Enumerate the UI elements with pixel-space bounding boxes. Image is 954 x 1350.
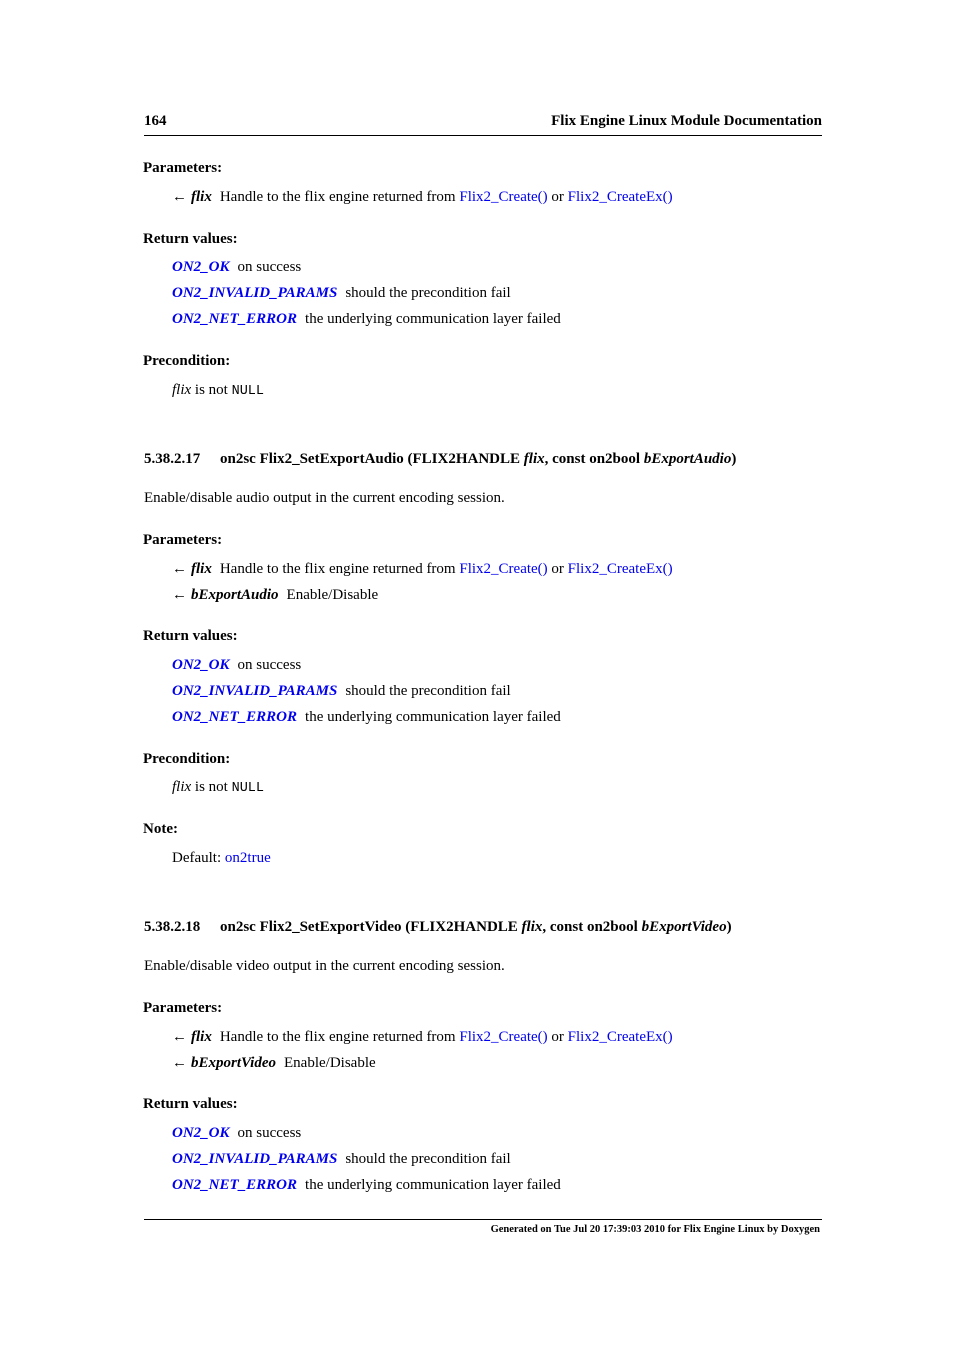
rv-desc: on success bbox=[237, 259, 302, 275]
link-flix2-create[interactable]: Flix2_Create() bbox=[459, 189, 548, 205]
pre-is-not: is not bbox=[194, 779, 228, 795]
return-value-row bbox=[172, 709, 561, 726]
section-heading-18 bbox=[144, 919, 732, 936]
link-flix2-create-ex[interactable]: Flix2_CreateEx() bbox=[567, 561, 673, 577]
rv-desc: on success bbox=[237, 1125, 302, 1141]
pre-is-not: is not bbox=[194, 382, 228, 398]
pre-null: NULL bbox=[231, 384, 265, 399]
rv-desc: the underlying communication layer failed bbox=[305, 1177, 561, 1193]
return-values-heading: Return values: bbox=[143, 1096, 238, 1112]
link-on2true[interactable]: on2true bbox=[224, 850, 271, 866]
or-text: or bbox=[551, 561, 564, 577]
page-number: 164 bbox=[144, 113, 167, 129]
document-title: Flix Engine Linux Module Documentation bbox=[551, 113, 822, 129]
sig-end: ) bbox=[731, 451, 737, 467]
link-on2-net-error[interactable]: ON2_NET_ERROR bbox=[172, 311, 298, 327]
precondition-text bbox=[172, 779, 264, 796]
sig-param: bExportVideo bbox=[641, 919, 727, 935]
return-value-row bbox=[172, 657, 301, 674]
in-arrow-icon: ← bbox=[172, 561, 187, 577]
param-flix-row bbox=[172, 561, 673, 578]
link-flix2-create-ex[interactable]: Flix2_CreateEx() bbox=[567, 189, 673, 205]
note-heading: Note: bbox=[143, 821, 178, 837]
link-on2-net-error[interactable]: ON2_NET_ERROR bbox=[172, 1177, 298, 1193]
pre-null: NULL bbox=[231, 781, 265, 796]
param-flix-row bbox=[172, 189, 673, 206]
sig-mid: , const on2bool bbox=[544, 451, 641, 467]
link-on2-invalid-params[interactable]: ON2_INVALID_PARAMS bbox=[172, 285, 338, 301]
return-value-row bbox=[172, 1125, 301, 1142]
note-prefix: Default: bbox=[172, 850, 222, 866]
sig-param: flix bbox=[521, 919, 543, 935]
or-text: or bbox=[551, 189, 564, 205]
param-bexportvideo-row bbox=[172, 1055, 376, 1072]
link-flix2-create-ex[interactable]: Flix2_CreateEx() bbox=[567, 1029, 673, 1045]
return-values-heading: Return values: bbox=[143, 628, 238, 644]
param-desc: Handle to the flix engine returned from bbox=[219, 189, 456, 205]
return-value-row bbox=[172, 285, 511, 302]
sig-end: ) bbox=[726, 919, 732, 935]
param-name: flix bbox=[191, 189, 212, 205]
rv-desc: on success bbox=[237, 657, 302, 673]
parameters-heading: Parameters: bbox=[143, 160, 223, 176]
return-value-row bbox=[172, 311, 561, 328]
note-text bbox=[172, 850, 271, 867]
section-description: Enable/disable video output in the current encoding session. bbox=[144, 958, 505, 974]
precondition-text bbox=[172, 382, 264, 399]
precondition-heading: Precondition: bbox=[143, 353, 231, 369]
param-name: flix bbox=[191, 561, 212, 577]
parameters-heading: Parameters: bbox=[143, 1000, 223, 1016]
in-arrow-icon: ← bbox=[172, 189, 187, 205]
rv-desc: should the precondition fail bbox=[345, 1151, 511, 1167]
or-text: or bbox=[551, 1029, 564, 1045]
link-on2-ok[interactable]: ON2_OK bbox=[172, 657, 230, 673]
section-number: 5.38.2.17 bbox=[144, 451, 201, 467]
sig-param: flix bbox=[523, 451, 545, 467]
in-arrow-icon: ← bbox=[172, 1055, 187, 1071]
param-desc: Enable/Disable bbox=[286, 587, 379, 603]
param-name: flix bbox=[191, 1029, 212, 1045]
link-on2-invalid-params[interactable]: ON2_INVALID_PARAMS bbox=[172, 1151, 338, 1167]
param-desc: Handle to the flix engine returned from bbox=[219, 1029, 456, 1045]
link-on2-ok[interactable]: ON2_OK bbox=[172, 259, 230, 275]
section-number: 5.38.2.18 bbox=[144, 919, 201, 935]
return-value-row bbox=[172, 683, 511, 700]
in-arrow-icon: ← bbox=[172, 1029, 187, 1045]
pre-param: flix bbox=[172, 382, 192, 398]
rv-desc: the underlying communication layer failed bbox=[305, 311, 561, 327]
link-flix2-create[interactable]: Flix2_Create() bbox=[459, 561, 548, 577]
sig-param: bExportAudio bbox=[643, 451, 732, 467]
parameters-heading: Parameters: bbox=[143, 532, 223, 548]
rv-desc: the underlying communication layer failed bbox=[305, 709, 561, 725]
param-desc: Enable/Disable bbox=[284, 1055, 376, 1071]
param-name: bExportVideo bbox=[191, 1055, 277, 1071]
return-value-row bbox=[172, 1151, 511, 1168]
footer-text: Generated on Tue Jul 20 17:39:03 2010 for Flix Engine Linux by Doxygen bbox=[490, 1224, 820, 1235]
sig-mid: , const on2bool bbox=[542, 919, 638, 935]
param-desc: Handle to the flix engine returned from bbox=[219, 561, 456, 577]
param-bexportaudio-row bbox=[172, 587, 378, 604]
pre-param: flix bbox=[172, 779, 192, 795]
return-value-row bbox=[172, 259, 301, 276]
page-footer bbox=[144, 1219, 822, 1235]
page-header bbox=[144, 113, 822, 136]
param-flix-row bbox=[172, 1029, 673, 1046]
rv-desc: should the precondition fail bbox=[345, 285, 511, 301]
return-value-row bbox=[172, 1177, 561, 1194]
section-description: Enable/disable audio output in the current encoding session. bbox=[144, 490, 505, 506]
rv-desc: should the precondition fail bbox=[345, 683, 511, 699]
sig-prefix: on2sc Flix2_SetExportVideo (FLIX2HANDLE bbox=[220, 919, 518, 935]
param-name: bExportAudio bbox=[191, 587, 279, 603]
link-flix2-create[interactable]: Flix2_Create() bbox=[459, 1029, 548, 1045]
section-heading-17 bbox=[144, 451, 736, 468]
sig-prefix: on2sc Flix2_SetExportAudio (FLIX2HANDLE bbox=[220, 451, 521, 467]
link-on2-ok[interactable]: ON2_OK bbox=[172, 1125, 230, 1141]
link-on2-net-error[interactable]: ON2_NET_ERROR bbox=[172, 709, 298, 725]
link-on2-invalid-params[interactable]: ON2_INVALID_PARAMS bbox=[172, 683, 338, 699]
return-values-heading: Return values: bbox=[143, 231, 238, 247]
precondition-heading: Precondition: bbox=[143, 751, 231, 767]
in-arrow-icon: ← bbox=[172, 587, 187, 603]
